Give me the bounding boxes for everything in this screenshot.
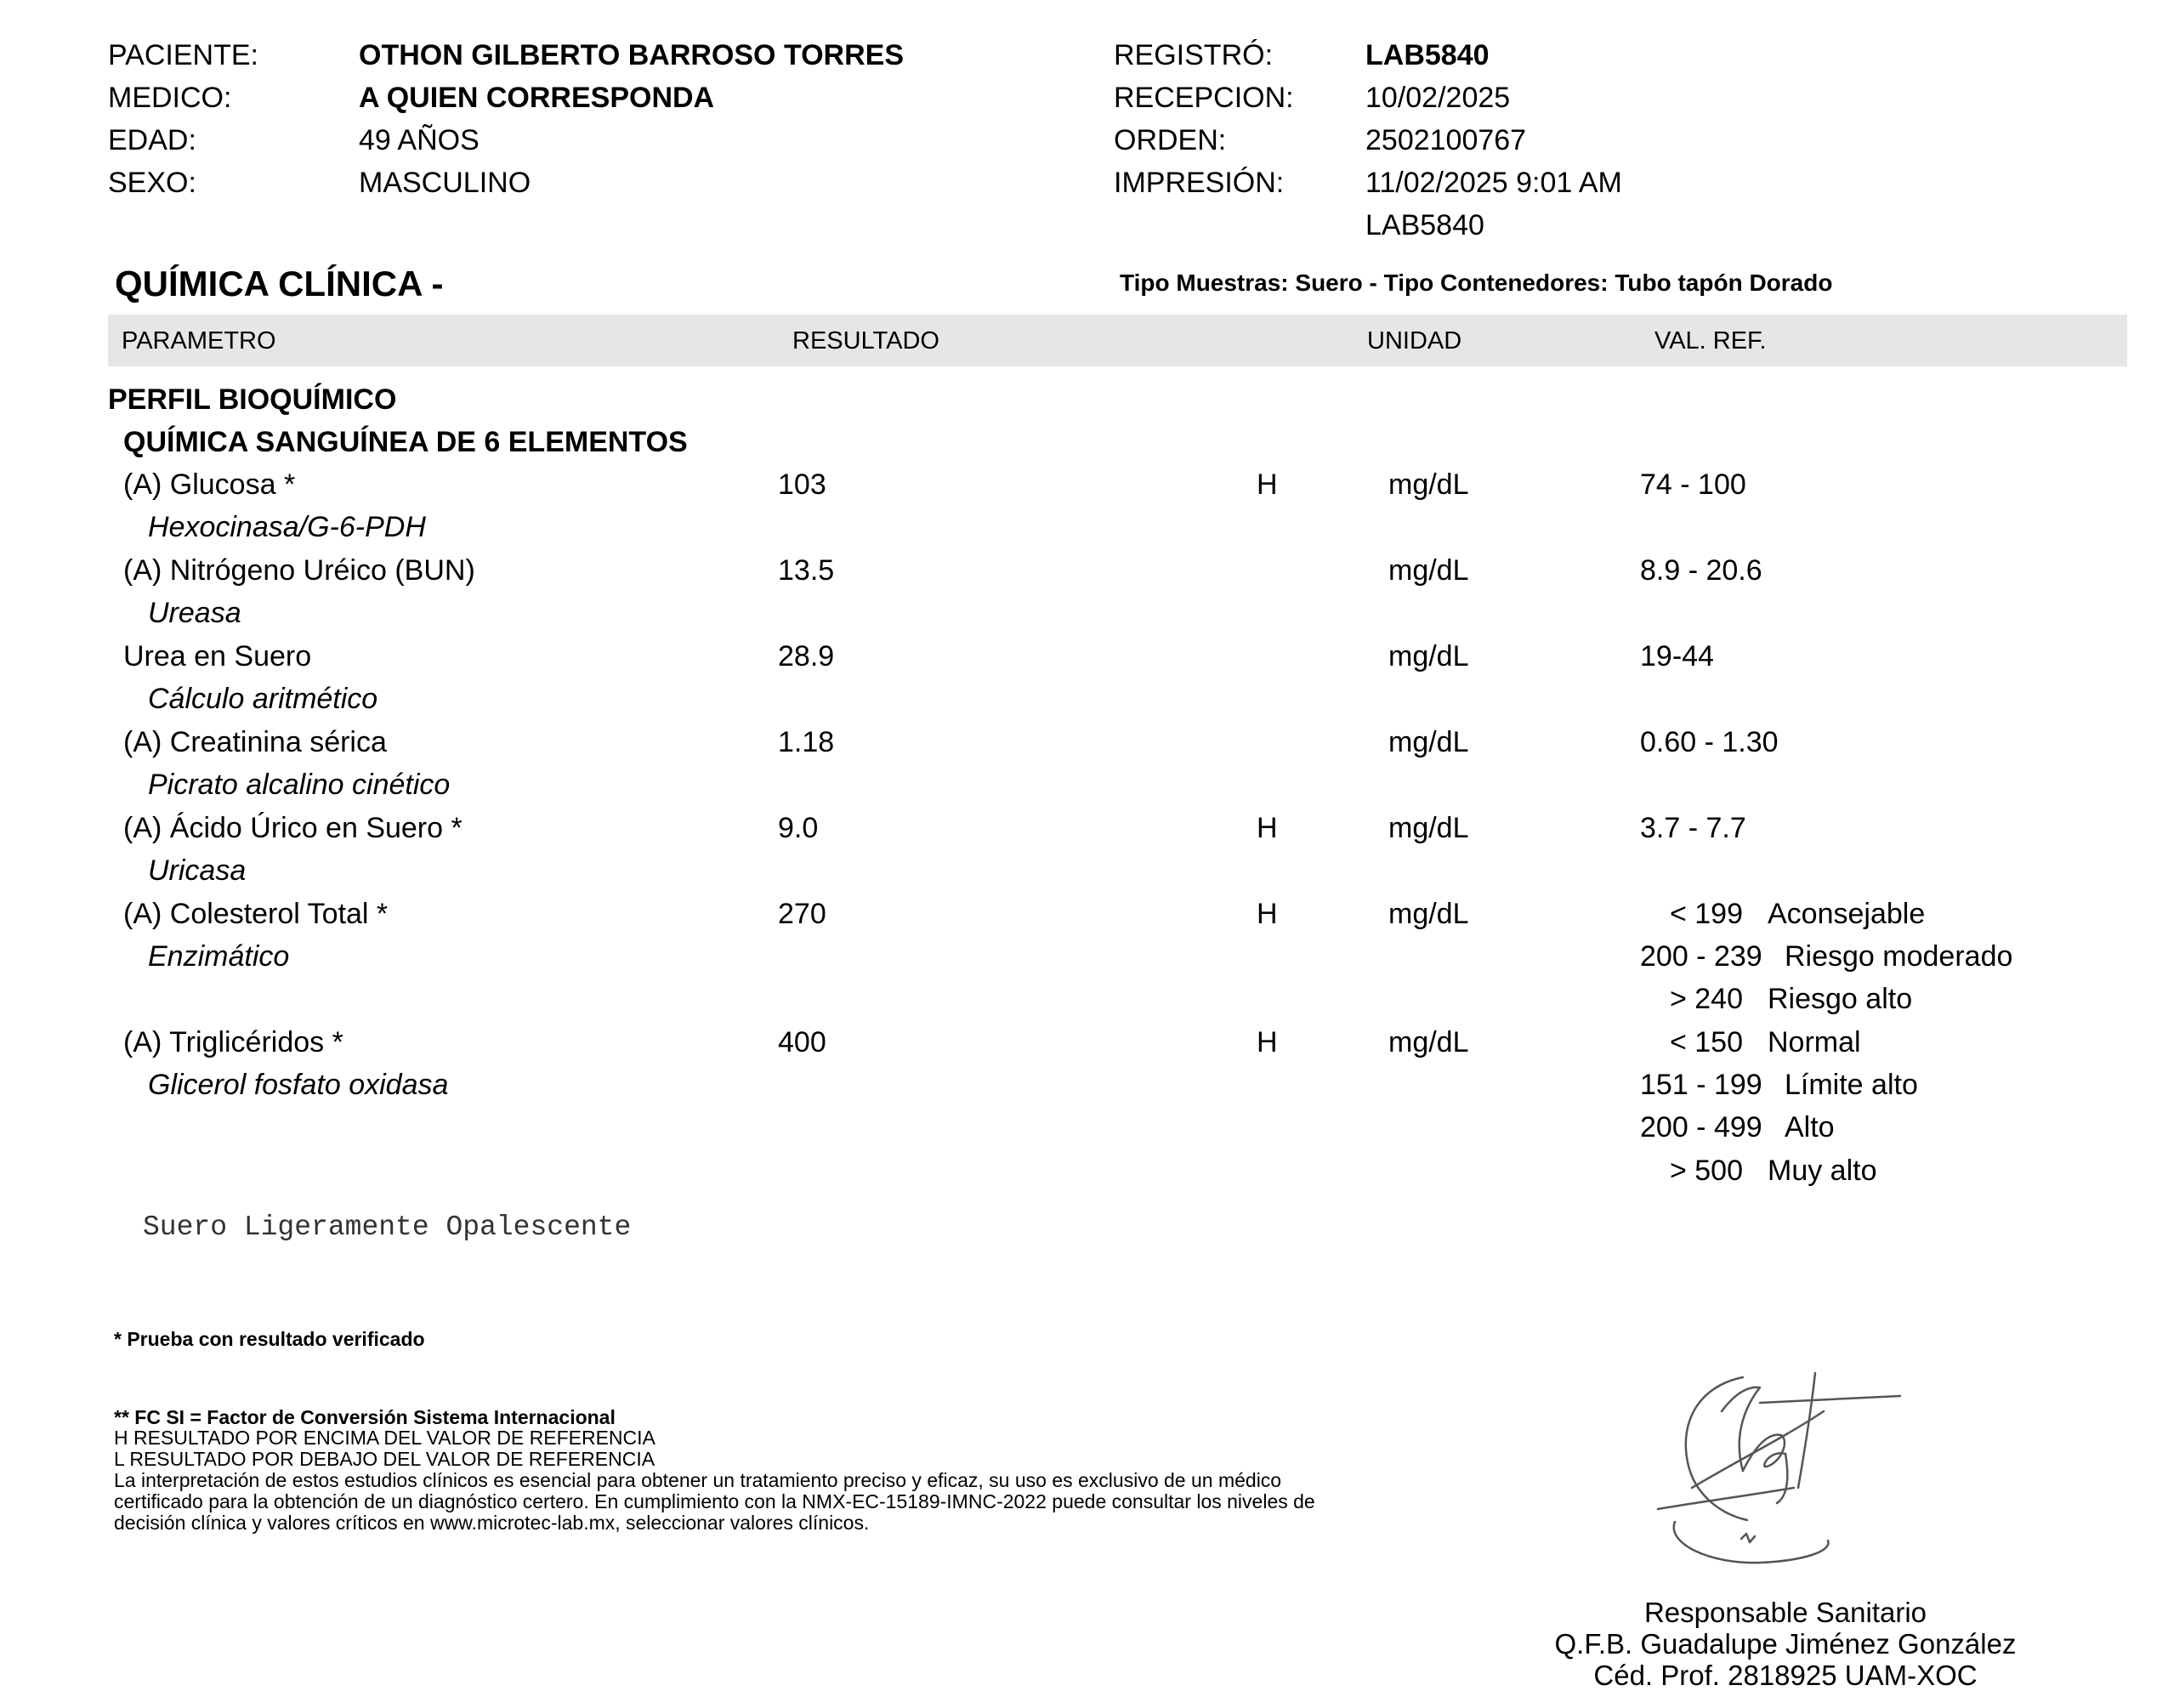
ref-range-label: Normal <box>1768 1026 1861 1058</box>
reception-value: 10/02/2025 <box>1365 82 1511 114</box>
doctor-name: A QUIEN CORRESPONDA <box>359 82 715 114</box>
doctor-label: MEDICO: <box>108 82 232 114</box>
registered-value: LAB5840 <box>1365 39 1490 71</box>
fc-si-note: ** FC SI = Factor de Conversión Sistema Internacional <box>114 1406 616 1428</box>
test-result: 13.5 <box>778 554 835 587</box>
test-flag: H <box>1257 1026 1278 1058</box>
disclaimer-line: La interpretación de estos estudios clínicos es esencial para obtener un tratamiento preciso y eficaz, su uso es exclusivo de un médico <box>114 1469 1282 1491</box>
patient-label: PACIENTE: <box>108 39 258 71</box>
signature-name: Q.F.B. Guadalupe Jiménez González <box>1554 1628 2017 1660</box>
test-name: (A) Nitrógeno Uréico (BUN) <box>123 554 475 587</box>
print-label: IMPRESIÓN: <box>1114 167 1285 199</box>
test-name: (A) Creatinina sérica <box>123 726 387 758</box>
test-method: Hexocinasa/G-6-PDH <box>148 511 426 543</box>
header-ref: VAL. REF. <box>1654 327 1767 355</box>
test-flag: H <box>1257 812 1278 844</box>
print-value: 11/02/2025 9:01 AM <box>1365 167 1622 199</box>
test-result: 400 <box>778 1026 826 1058</box>
test-ref: 0.60 - 1.30 <box>1640 726 1779 758</box>
test-flag: H <box>1257 898 1278 930</box>
registered-label: REGISTRÓ: <box>1114 39 1274 71</box>
header-result: RESULTADO <box>792 327 939 355</box>
test-unit: mg/dL <box>1388 812 1469 844</box>
ref-range: < 199 <box>1669 898 1743 930</box>
section-title: QUÍMICA CLÍNICA - <box>115 264 444 304</box>
signature-stroke <box>1743 1435 1785 1471</box>
test-result: 270 <box>778 898 826 930</box>
test-unit: mg/dL <box>1388 726 1469 758</box>
order-label: ORDEN: <box>1114 124 1227 156</box>
profile-subtitle: QUÍMICA SANGUÍNEA DE 6 ELEMENTOS <box>123 426 688 458</box>
signature-stroke <box>1686 1377 1747 1520</box>
test-method: Glicerol fosfato oxidasa <box>148 1069 449 1101</box>
ref-range-label: Alto <box>1785 1111 1835 1143</box>
profile-title: PERFIL BIOQUÍMICO <box>108 383 397 416</box>
test-result: 28.9 <box>778 640 835 672</box>
test-name: Urea en Suero <box>123 640 312 672</box>
patient-name: OTHON GILBERTO BARROSO TORRES <box>359 39 905 71</box>
ref-range-label: Riesgo moderado <box>1785 940 2013 973</box>
test-unit: mg/dL <box>1388 554 1469 587</box>
high-note: H RESULTADO POR ENCIMA DEL VALOR DE REFERENCIA <box>114 1427 656 1449</box>
ref-range-label: Límite alto <box>1785 1069 1918 1101</box>
test-unit: mg/dL <box>1388 898 1469 930</box>
signature-stroke <box>1722 1387 1760 1471</box>
ref-range: > 240 <box>1669 983 1743 1015</box>
signature-stroke <box>1798 1373 1815 1488</box>
signature-stroke <box>1777 1454 1787 1503</box>
age-label: EDAD: <box>108 124 196 156</box>
test-method: Enzimático <box>148 940 290 973</box>
test-method: Ureasa <box>148 597 241 629</box>
test-unit: mg/dL <box>1388 1026 1469 1058</box>
test-flag: H <box>1257 468 1278 501</box>
ref-range: 200 - 499 <box>1640 1111 1762 1143</box>
header-unit: UNIDAD <box>1367 327 1462 355</box>
test-ref: 19-44 <box>1640 640 1714 672</box>
ref-range: 151 - 199 <box>1640 1069 1762 1101</box>
table-header-bar <box>108 315 2127 366</box>
low-note: L RESULTADO POR DEBAJO DEL VALOR DE REFERENCIA <box>114 1448 656 1470</box>
test-name: (A) Ácido Úrico en Suero * <box>123 812 463 844</box>
signature-role: Responsable Sanitario <box>1643 1597 1927 1628</box>
ref-range: < 150 <box>1669 1026 1743 1058</box>
sample-note: Suero Ligeramente Opalescente <box>143 1211 632 1243</box>
ref-range-label: Riesgo alto <box>1768 983 1913 1015</box>
verified-note: * Prueba con resultado verificado <box>114 1328 425 1350</box>
sample-info: Tipo Muestras: Suero - Tipo Contenedores: Tubo tapón Dorado <box>1120 270 1833 296</box>
test-result: 103 <box>778 468 826 501</box>
print-user: LAB5840 <box>1365 209 1484 241</box>
test-method: Uricasa <box>148 854 247 887</box>
test-unit: mg/dL <box>1388 640 1469 672</box>
sex-value: MASCULINO <box>359 167 531 199</box>
test-name: (A) Colesterol Total * <box>123 898 389 930</box>
age-value: 49 AÑOS <box>359 124 480 156</box>
ref-range-label: Aconsejable <box>1768 898 1926 930</box>
signature-stroke <box>1741 1534 1755 1542</box>
test-result: 9.0 <box>778 812 819 844</box>
signature-stroke <box>1658 1488 1794 1509</box>
signature-license: Céd. Prof. 2818925 UAM-XOC <box>1593 1660 1978 1691</box>
test-method: Cálculo aritmético <box>148 683 378 715</box>
test-result: 1.18 <box>778 726 835 758</box>
sex-label: SEXO: <box>108 167 196 199</box>
ref-range: > 500 <box>1669 1155 1743 1187</box>
test-name: (A) Triglicéridos * <box>123 1026 343 1058</box>
header-parameter: PARAMETRO <box>122 327 276 355</box>
test-ref: 8.9 - 20.6 <box>1640 554 1762 587</box>
handwritten-signature <box>1641 1360 1921 1573</box>
ref-range-label: Muy alto <box>1768 1155 1877 1187</box>
reception-label: RECEPCION: <box>1114 82 1294 114</box>
disclaimer-line: decisión clínica y valores críticos en www.microtec-lab.mx, seleccionar valores clínicos. <box>114 1512 870 1534</box>
test-ref: 3.7 - 7.7 <box>1640 812 1746 844</box>
disclaimer-line: certificado para la obtención de un diagnóstico certero. En cumplimiento con la NMX-EC-15189-IMNC-2022 puede consultar los niveles de <box>114 1490 1315 1512</box>
order-value: 2502100767 <box>1365 124 1527 156</box>
test-method: Picrato alcalino cinético <box>148 769 451 801</box>
ref-range: 200 - 239 <box>1640 940 1762 973</box>
test-unit: mg/dL <box>1388 468 1469 501</box>
signature-stroke <box>1760 1396 1900 1403</box>
test-ref: 74 - 100 <box>1640 468 1746 501</box>
test-name: (A) Glucosa * <box>123 468 296 501</box>
